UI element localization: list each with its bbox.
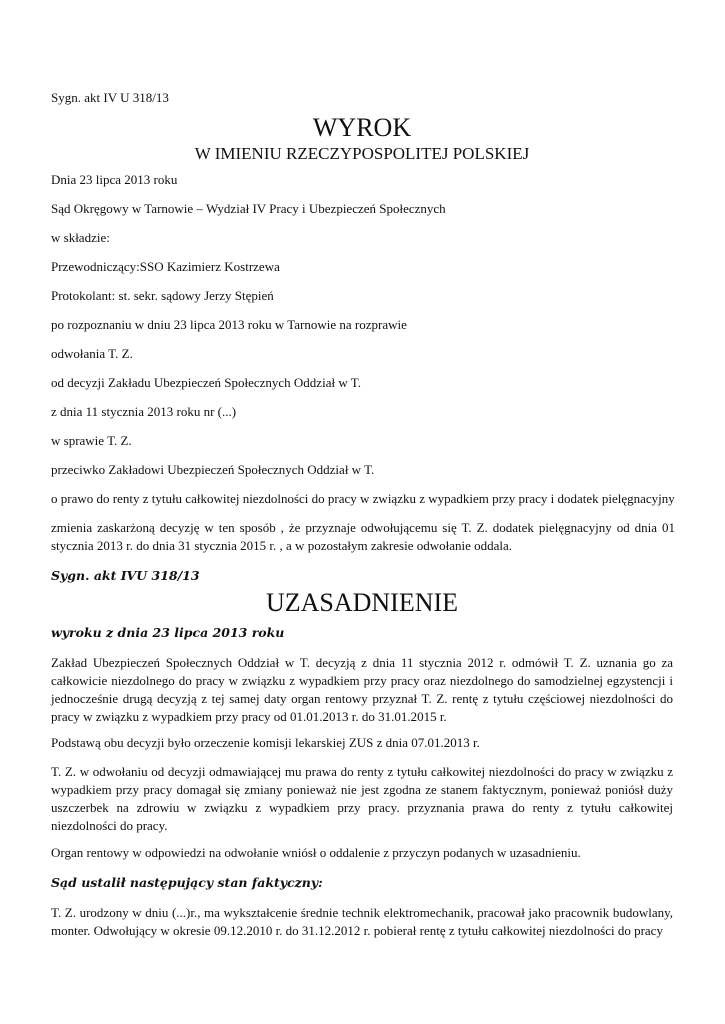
case-party: w sprawie T. Z. — [51, 433, 132, 448]
justification-title: UZASADNIENIE — [265, 588, 459, 617]
justification-subtitle: wyroku z dnia 23 lipca 2013 roku — [51, 625, 285, 640]
ruling-paragraph: zmienia zaskarżoną decyzję w ten sposób , że przyznaje odwołującemu się T. Z. dodatek pielęgnacyjny od dnia 01 stycznia 2013 r. do dnia 31 stycznia 2015 r. , a w pozostałym zakresie odwołanie oddala. — [51, 520, 675, 553]
composition-label: w składzie: — [51, 230, 110, 245]
verdict-title: WYROK — [312, 113, 412, 142]
justification-paragraph: T. Z. urodzony w dniu (...)r., ma wykształcenie średnie technik elektromechanik, pracował jako pracownik budowlany, monter. Odwołujący w okresie 09.12.2010 r. do 31.12.2012 r. pobierał rentę z tytułu całkowitej niezdolności do pracy — [51, 905, 673, 938]
appeal-party: odwołania T. Z. — [51, 346, 133, 361]
decision-source: od decyzji Zakładu Ubezpieczeń Społecznych Oddział w T. — [51, 375, 361, 390]
justification-paragraph: Organ rentowy w odpowiedzi na odwołanie wniósł o oddalenie z przyczyn podanych w uzasadnieniu. — [51, 845, 581, 860]
opposing-party: przeciwko Zakładowi Ubezpieczeń Społecznych Oddział w T. — [51, 462, 375, 477]
justification-case-signature: Sygn. akt IVU 318/13 — [51, 568, 200, 583]
decision-date: z dnia 11 stycznia 2013 roku nr (...) — [51, 404, 237, 419]
justification-paragraph: T. Z. w odwołaniu od decyzji odmawiającej mu prawa do renty z tytułu całkowitej niezdolności do pracy w związku z wypadkiem przy pracy domagał się zmiany ponieważ nie jest zgodna ze stanem faktycznym, ponieważ poniósł duży uszczerbek na zdrowiu w związku z wypadkiem przy pracy. przyznania prawa do renty z tytułu całkowitej niezdolności do pracy. — [51, 764, 673, 833]
hearing-info: po rozpoznaniu w dniu 23 lipca 2013 roku w Tarnowie na rozprawie — [51, 317, 407, 332]
justification-paragraph: Zakład Ubezpieczeń Społecznych Oddział w T. decyzją z dnia 11 stycznia 2012 r. odmówił T. Z. uznania go za całkowicie niezdolnego do pracy w związku z wypadkiem przy pracy oraz niezdolnego do samodzielnej egzystencji i jednocześnie drugą decyzją z tej samej daty organ rentowy przyznał T. Z. rentę z tytułu częściowej niezdolności do pracy w związku z wypadkiem przy pracy od 01.01.2013 r. do 31.01.2015 r. — [51, 655, 673, 724]
court-name: Sąd Okręgowy w Tarnowie – Wydział IV Pracy i Ubezpieczeń Społecznych — [51, 201, 446, 216]
case-subject: o prawo do renty z tytułu całkowitej niezdolności do pracy w związku z wypadkiem przy pracy i dodatek pielęgnacyjny — [51, 491, 675, 506]
verdict-date: Dnia 23 lipca 2013 roku — [51, 172, 178, 187]
verdict-subtitle: W IMIENIU RZECZYPOSPOLITEJ POLSKIEJ — [194, 144, 530, 163]
presiding-judge: Przewodniczący:SSO Kazimierz Kostrzewa — [51, 259, 280, 274]
facts-heading: Sąd ustalił następujący stan faktyczny: — [51, 875, 323, 890]
case-signature: Sygn. akt IV U 318/13 — [51, 90, 169, 105]
justification-paragraph: Podstawą obu decyzji było orzeczenie komisji lekarskiej ZUS z dnia 07.01.2013 r. — [51, 735, 480, 750]
court-clerk: Protokolant: st. sekr. sądowy Jerzy Stępień — [51, 288, 274, 303]
